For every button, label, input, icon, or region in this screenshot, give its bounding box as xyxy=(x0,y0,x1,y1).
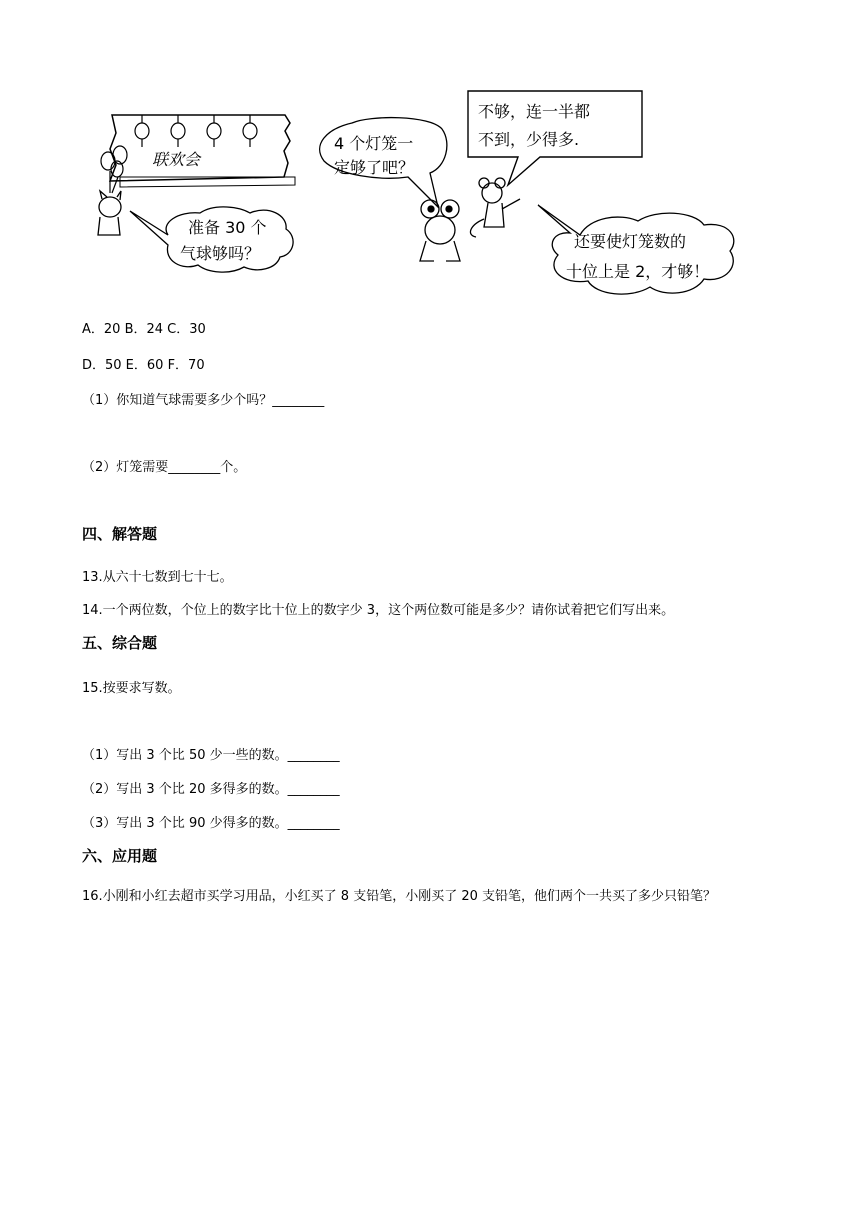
options-row-2: D．50 E．60 F．70 xyxy=(82,358,205,373)
q14: 14.一个两位数，个位上的数字比十位上的数字少 3，这个两位数可能是多少？请你试着把它们写出来。 xyxy=(82,603,675,618)
illustration xyxy=(90,85,770,315)
speech-bubble-box xyxy=(468,91,642,185)
bubble-box-line2: 不到，少得多. xyxy=(478,130,580,149)
q15-stem: 15.按要求写数。 xyxy=(82,681,181,696)
mouse-icon xyxy=(470,178,520,237)
options-row-1: A．20 B．24 C．30 xyxy=(82,322,206,337)
bubble-cloud-line1: 还要使灯笼数的 xyxy=(574,232,687,251)
bubble-frog-line2: 定够了吧？ xyxy=(334,158,415,177)
q12-sub1: （1）你知道气球需要多少个吗？________ xyxy=(82,393,325,408)
frog-icon xyxy=(420,200,460,261)
q15-sub2: （2）写出 3 个比 20 多得多的数。________ xyxy=(82,782,340,797)
banner-board xyxy=(110,115,295,187)
section-5-heading: 五、综合题 xyxy=(82,634,158,652)
section-4-heading: 四、解答题 xyxy=(82,525,158,543)
banner-text: 联欢会 xyxy=(152,150,201,169)
bubble-balloon-line2: 气球够吗？ xyxy=(180,244,261,263)
bubble-balloon-line1: 准备 30 个 xyxy=(188,218,267,237)
bubble-frog-line1: 4 个灯笼一 xyxy=(334,134,414,153)
speech-bubble-balloon xyxy=(130,207,293,272)
q15-sub1: （1）写出 3 个比 50 少一些的数。________ xyxy=(82,748,340,763)
q16: 16.小刚和小红去超市买学习用品，小红买了 8 支铅笔，小刚买了 20 支铅笔，他们两个一共买了多少只铅笔？ xyxy=(82,889,717,904)
speech-bubble-cloud xyxy=(538,205,734,294)
q15-sub3: （3）写出 3 个比 90 少得多的数。________ xyxy=(82,816,340,831)
bubble-cloud-line2: 十位上是 2，才够！ xyxy=(566,262,710,281)
section-6-heading: 六、应用题 xyxy=(82,847,158,865)
q13: 13.从六十七数到七十七。 xyxy=(82,570,233,585)
q12-sub2: （2）灯笼需要________个。 xyxy=(82,460,247,475)
bubble-box-line1: 不够，连一半都 xyxy=(478,102,591,121)
speech-bubble-frog xyxy=(320,118,447,207)
lantern-icon-group xyxy=(135,115,257,147)
cat-icon xyxy=(98,191,121,235)
